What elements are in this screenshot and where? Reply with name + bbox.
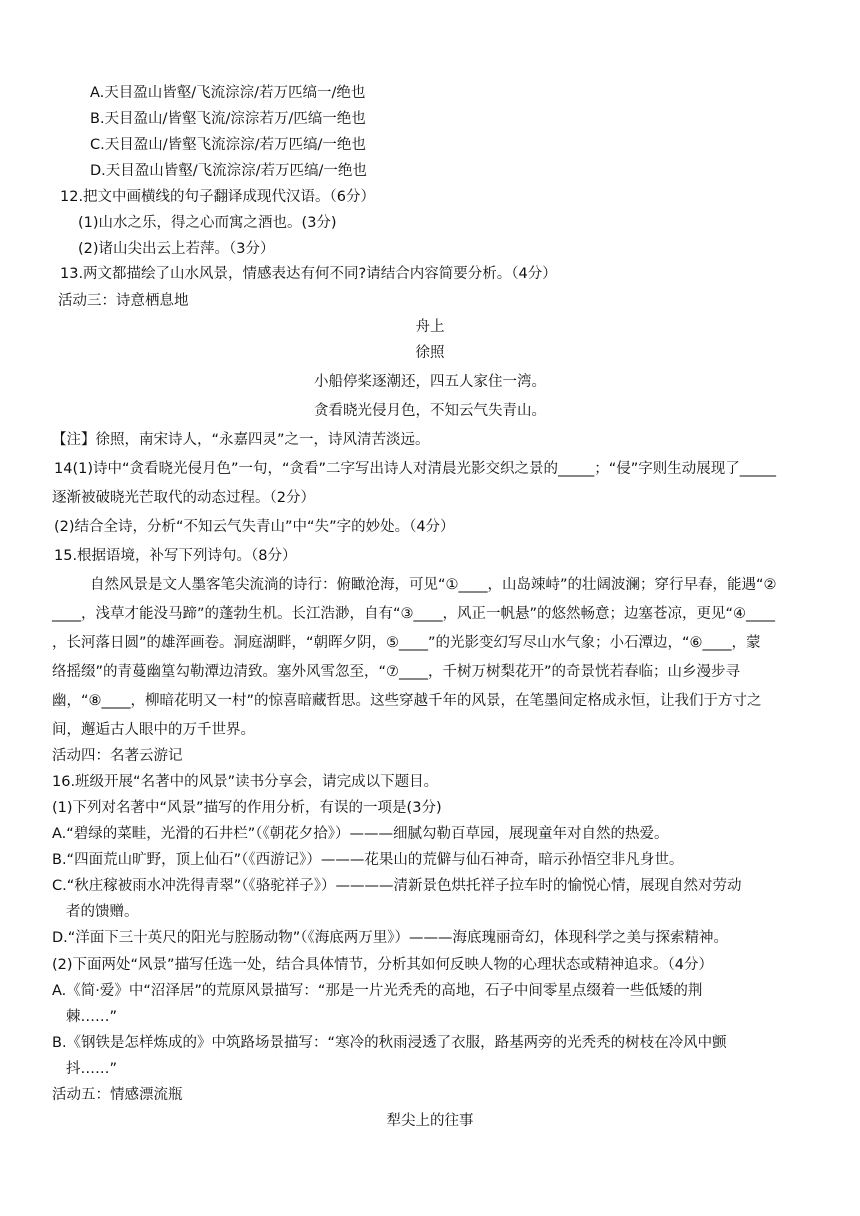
- q15-passage-line-5: 幽，“⑧____，柳暗花明又一村”的惊喜暗藏哲思。这些穿越千年的风景，在笔墨间定格成永恒，让我们于方寸之: [52, 693, 762, 709]
- q15-passage-line-6: 间，邂逅古人眼中的万千世界。: [52, 722, 255, 738]
- q15-passage-line-4: 络摇缀”的青蔓幽篁勾勒潭边清致。塞外风雪忽至，“⑦____，千树万树梨花开”的奇景恍若春临；山乡漫步寻: [52, 664, 741, 680]
- q16-part1: (1)下列对名著中“风景”描写的作用分析，有误的一项是(3分): [52, 800, 442, 816]
- poem-title: 舟上: [415, 319, 445, 335]
- q15-passage-line-1: 自然风景是文人墨客笔尖流淌的诗行：俯瞰沧海，可见“①____，山岛竦峙”的壮阔波澜；穿行早春，能遇“②: [90, 577, 777, 593]
- q11-option-b: B.天目盈山/皆壑飞流/淙淙若万/匹缟一绝也: [90, 111, 366, 127]
- next-passage-title: 犁尖上的往事: [386, 1113, 474, 1129]
- q16-choice-a: A.《简·爱》中“沼泽居”的荒原风景描写：“那是一片光秃秃的高地，石子中间零星点缀着一些低矮的荆: [52, 983, 703, 999]
- q15-stem: 15.根据语境，补写下列诗句。（8分）: [54, 548, 297, 564]
- q16-option-a: A.“碧绿的菜畦，光滑的石井栏”（《朝花夕拾》）———细腻勾勒百草园，展现童年对自然的热爱。: [52, 826, 669, 842]
- poem-line-1: 小船停桨逐潮还，四五人家住一湾。: [314, 374, 546, 390]
- q16-option-c: C.“秋庄稼被雨水冲洗得青翠”（《骆驼祥子》）————清新景色烘托祥子拉车时的愉悦心情，展现自然对劳动: [52, 878, 742, 894]
- q14-part1-line1: 14(1)诗中“贪看晓光侵月色”一句，“贪看”二字写出诗人对清晨光影交织之景的_____；“侵”字则生动展现了_____: [54, 461, 777, 477]
- q15-passage-line-3: ，长河落日圆”的雄浑画卷。洞庭湖畔，“朝晖夕阴，⑤____”的光影变幻写尽山水气象；小石潭边，“⑥____，蒙: [52, 635, 761, 651]
- q14-part1-line2: 逐渐被破晓光芒取代的动态过程。（2分）: [52, 490, 315, 506]
- q11-option-c: C.天目盈山/皆壑飞流淙淙/若万匹缟/一绝也: [90, 137, 366, 153]
- q15-passage-line-2: ____，浅草才能没马蹄”的蓬勃生机。长江浩渺，自有“③____，风正一帆悬”的悠然畅意；边塞苍凉，更见“④____: [52, 606, 776, 622]
- q16-part2: (2)下面两处“风景”描写任选一处，结合具体情节，分析其如何反映人物的心理状态或精神追求。（4分）: [52, 957, 714, 973]
- poem-line-2: 贪看晓光侵月色，不知云气失青山。: [314, 403, 546, 419]
- q16-choice-b: B.《钢铁是怎样炼成的》中筑路场景描写：“寒冷的秋雨浸透了衣服，路基两旁的光秃秃的树枝在冷风中颤: [52, 1035, 727, 1051]
- poem-note: 【注】徐照，南宋诗人，“永嘉四灵”之一，诗风清苦淡远。: [52, 432, 430, 448]
- q16-stem: 16.班级开展“名著中的风景”读书分享会，请完成以下题目。: [52, 774, 439, 790]
- q12-item-2: (2)诸山尖出云上若萍。（3分）: [78, 241, 275, 257]
- activity-5-heading: 活动五：情感漂流瓶: [52, 1087, 183, 1103]
- activity-4-heading: 活动四：名著云游记: [52, 748, 183, 764]
- poem-author: 徐照: [415, 345, 445, 361]
- q12-stem: 12.把文中画横线的句子翻译成现代汉语。（6分）: [60, 189, 376, 205]
- q16-option-d: D.“洋面下三十英尺的阳光与腔肠动物”（《海底两万里》）———海底瑰丽奇幻，体现科学之美与探索精神。: [52, 930, 729, 946]
- q11-option-d: D.天目盈山皆壑/飞流淙淙/若万匹缟/一绝也: [90, 163, 367, 179]
- q13-stem: 13.两文都描绘了山水风景，情感表达有何不同?请结合内容简要分析。（4分）: [60, 266, 557, 282]
- q16-option-b: B.“四面荒山旷野，顶上仙石”（《西游记》）———花果山的荒僻与仙石神奇，暗示孙悟空非凡身世。: [52, 852, 684, 868]
- q16-option-c-cont: 者的馈赠。: [66, 904, 139, 920]
- q16-choice-a-cont: 棘……”: [66, 1009, 118, 1025]
- q16-choice-b-cont: 抖……”: [66, 1061, 118, 1077]
- q12-item-1: (1)山水之乐，得之心而寓之酒也。(3分): [78, 215, 337, 231]
- activity-3-heading: 活动三：诗意栖息地: [58, 293, 189, 309]
- q11-option-a: A.天目盈山皆壑/飞流淙淙/若万匹缟一/绝也: [90, 85, 366, 101]
- q14-part2: (2)结合全诗，分析“不知云气失青山”中“失”字的妙处。（4分）: [54, 519, 455, 535]
